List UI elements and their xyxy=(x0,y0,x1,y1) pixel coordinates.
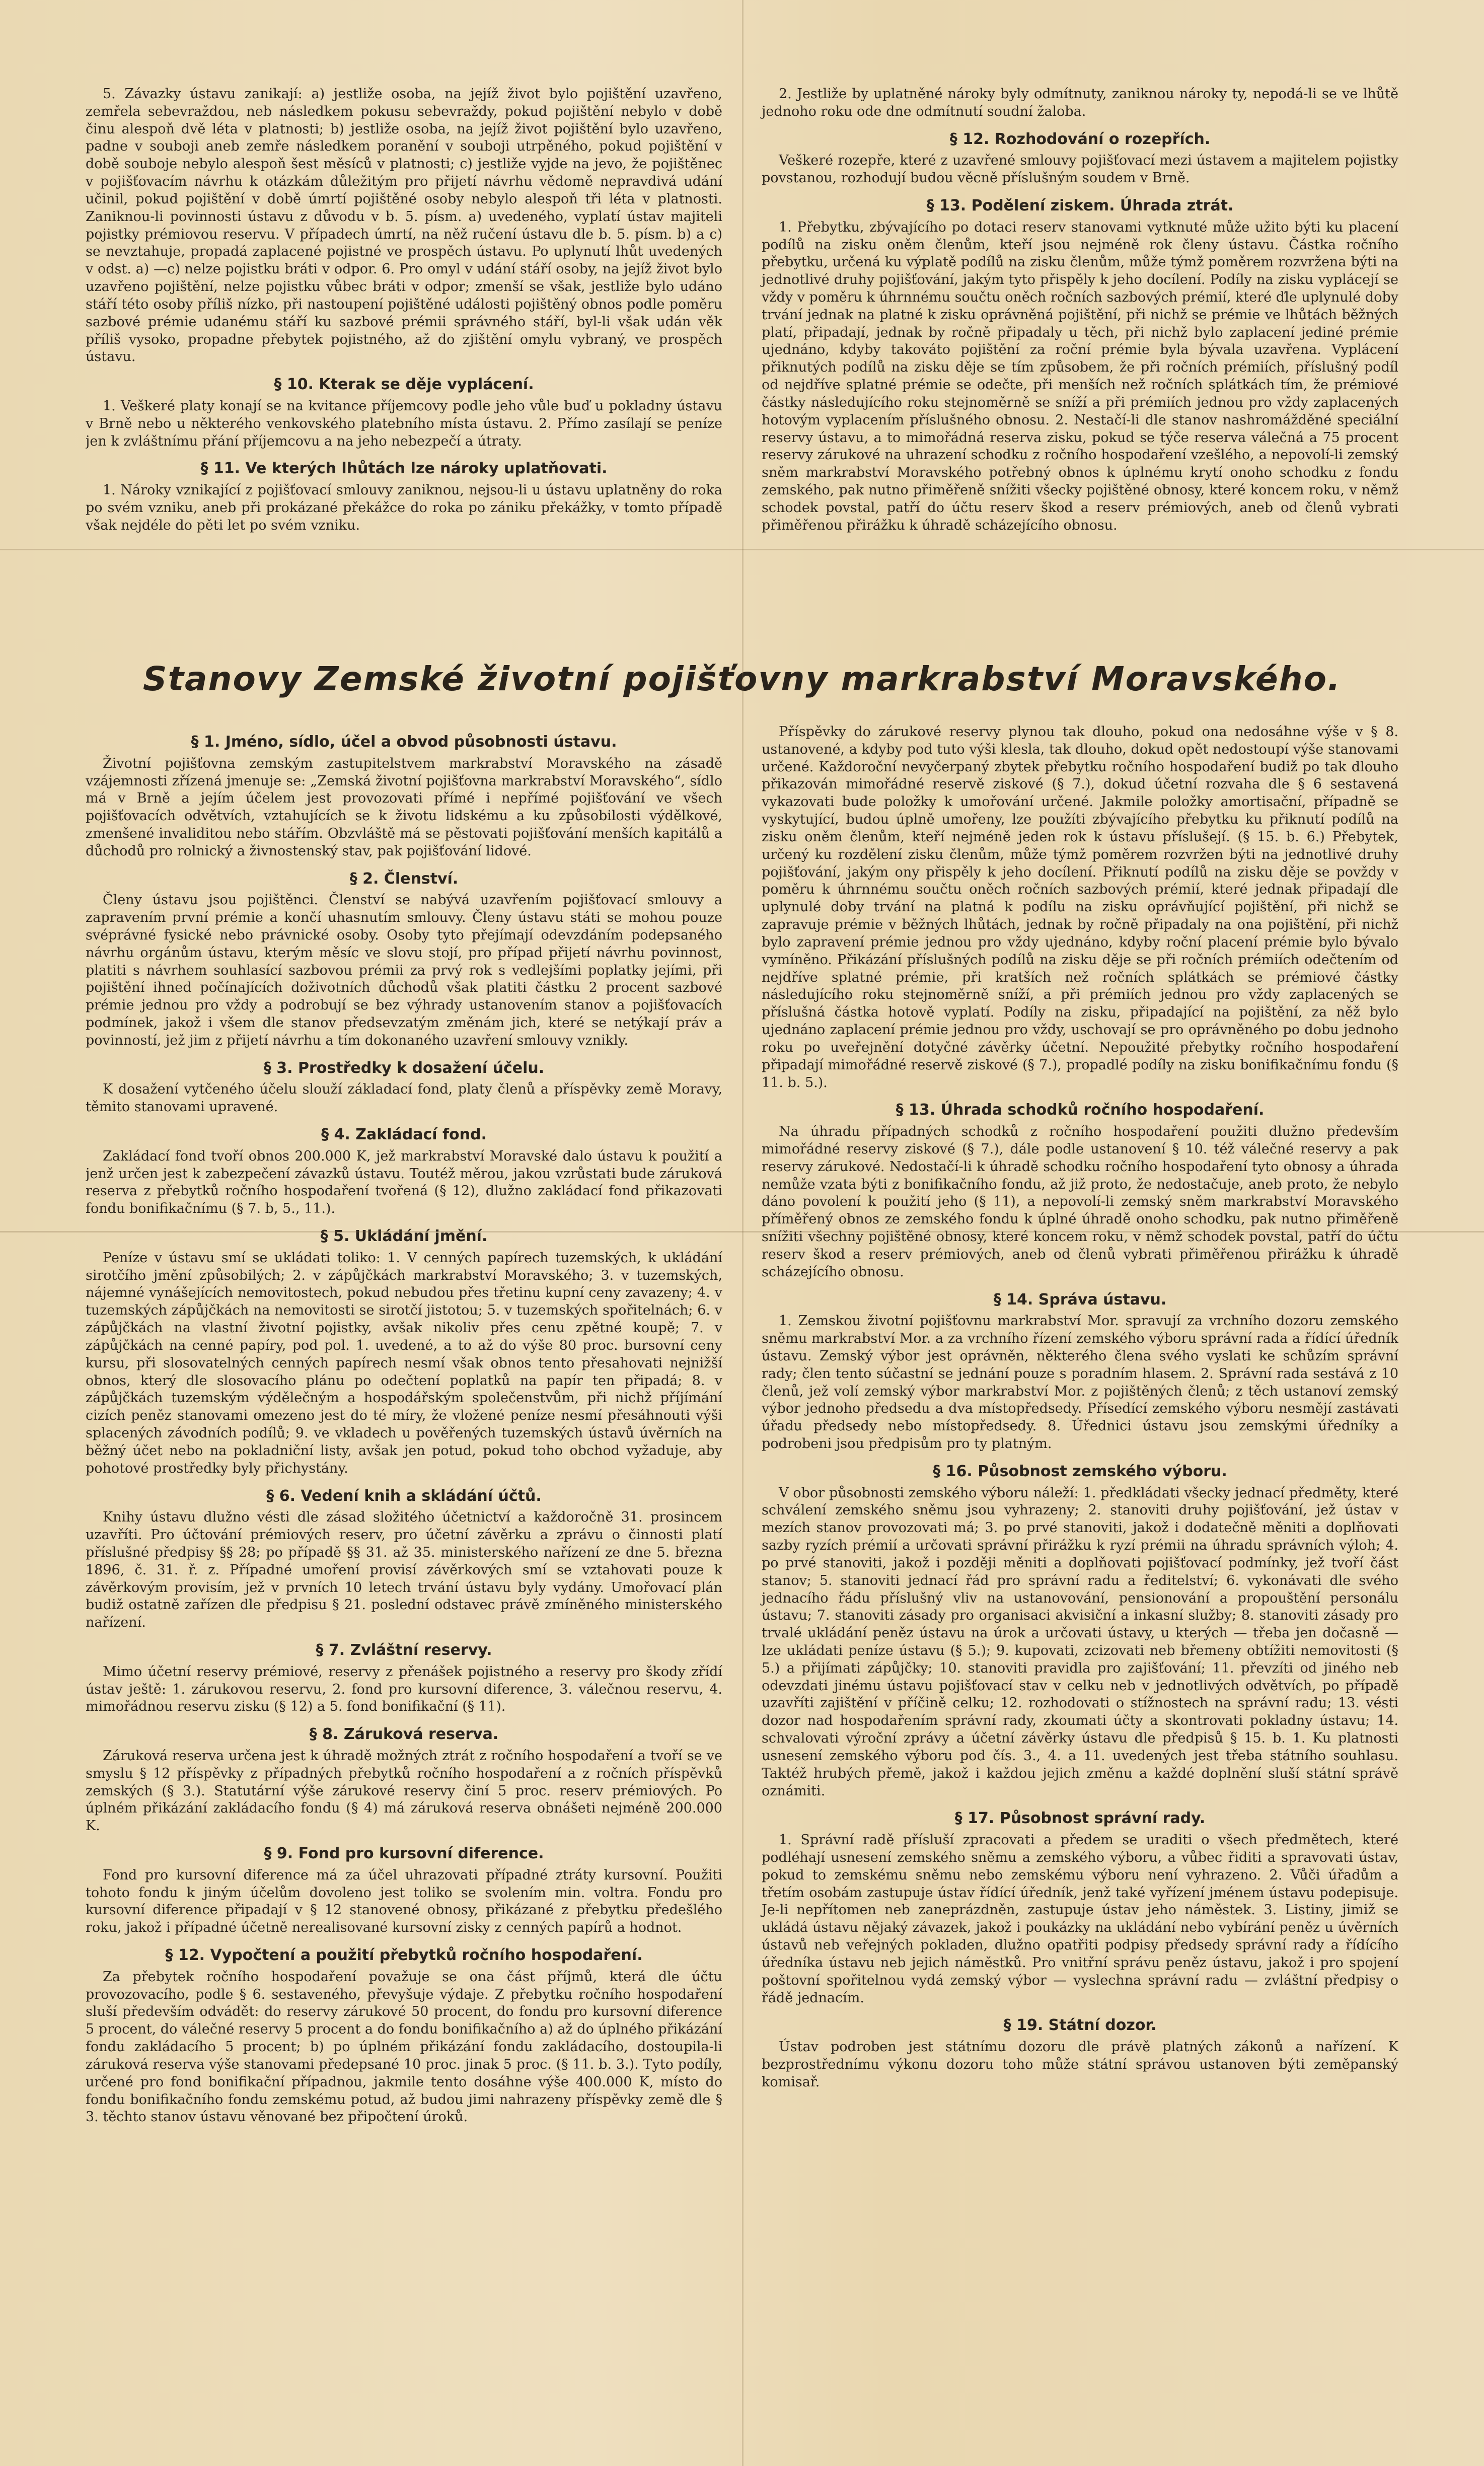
section-heading: § 16. Působnost zemského výboru. xyxy=(933,1462,1227,1480)
section-text: Zakládací fond tvoří obnos 200.000 K, jež markrabství Moravské dalo ústavu k použití a jenž určen jest k zabezpečení závazků ústavu. Toutéž měrou, jakou vzrůstati bude záruková reserva z přebytků ročního hospodaření tvořená (§ 12), dlužno zakládací fond přikazovati fondu bonifikačnímu (§ 7. b, 5., 11.). xyxy=(86,1148,722,1217)
section-text: 1. Zemskou životní pojišťovnu markrabství Mor. spravují za vrchního dozoru zemského sněmu markrabství Mor. a za vrchního řízení zemského výboru správní rada a řídící úředník ústavu. Zemský výbor jest oprávněn, některého člena svého vyslati ke schůzím správní rady; člen tento súčastní se jednání pouze s poradním hlasem. 2. Správní rada sestává z 10 členů, jež volí zemský výbor markrabství Mor. z pojištěných členů; z těch ustanoví zemský výbor jednoho předsedu a dva místopředsedy. Přísedící zemského výboru nesmějí zastávati úřadu předsedy nebo místopředsedy. 8. Úřednici ústavu jsou zemskými úředníky a podrobeni jsou předpisům pro ty platným. xyxy=(762,1313,1398,1452)
section-text: 1. Správní radě přísluší zpracovati a předem se uraditi o všech předmětech, které podléhají usnesení zemského sněmu a zemského výboru, a vůbec řiditi a spravovati ústav, pokud to zemskému sněmu nebo zemskému výboru není vyhrazeno. 2. Vůči úřadům a třetím osobám zastupuje ústav řídící úředník, jenž také vyřízení jménem ústavu podepisuje. Je-li nepřítomen neb zaneprázdněn, zastupuje ústav jeho náměstek. 3. Listiny, jimiž se ukládá ústavu nějaký závazek, jakož i poukázky na ukládání nebo vybírání peněz u úvěrních ústavů neb veřejných pokladen, dlužno opatřiti podpisy předsedy správní rady a řídícího úředníka ústavu neb jejich náměstků. Pro vnitřní správu peněz ústavu, jakož i pro spojení poštovní spořitelnou vydá zemský výbor — vyslechna správní radu — zvláštní předpisy o řádě jednacím. xyxy=(762,1832,1398,2006)
section-heading: § 11. Ve kterých lhůtách lze nároky uplatňovati. xyxy=(200,460,608,478)
section-text: Životní pojišťovna zemským zastupitelstvem markrabství Moravského na zásadě vzájemnosti zřízená jmenuje se: „Zemská životní pojišťovna markrabství Moravského“, sídlo má v Brně a jejím účelem jest provozovati přímé i nepřímé pojišťování ve všech pojišťovacích odvětvích, vztahujících se k životu lidskému a ku způsobilosti výdělkové, zmenšené invaliditou nebo stářím. Obzvláště má se pěstovati pojišťování menších kapitálů a důchodů pro rolnický a živnostenský stav, pak pojišťování lidové. xyxy=(86,755,722,859)
section-text: 1. Veškeré platy konají se na kvitance příjemcovy podle jeho vůle buď u pokladny ústavu v Brně nebo u některého venkovského platebního místa ústavu. 2. Přímo zasílají se peníze jen k zvláštnímu přání příjemcovu a na jeho nebezpečí a útraty. xyxy=(86,398,722,449)
section-text: Za přebytek ročního hospodaření považuje se ona část příjmů, která dle účtu provozovacího, podle § 6. sestaveného, převyšuje výdaje. Z přebytku ročního hospodaření sluší především odvádět: do reservy zárukové 50 procent, do fondu pro kursovní diference 5 procent, do válečné reservy 5 procent a do fondu bonifikačního a) až do úplného přikázání fondu zakládacího 5 procent; b) po úplném přikázání fondu zakládacího, dostoupila-li záruková reserva výše stanovami předepsané 10 proc. jinak 5 proc. (§ 11. b. 3.). Tyto podíly, určené pro fond bonifikační případnou, jakmile tento dosáhne výše 400.000 K, místo do fondu bonifikačního fondu zemskému potud, až budou jimi nahrazeny příspěvky země dle § 3. těchto stanov ústavu věnované bez připočtení úroků. xyxy=(86,1969,722,2125)
section-text: Ústav podroben jest státnímu dozoru dle právě platných zákonů a nařízení. K bezprostřednímu výkonu dozoru toho může státní správou ustanoven býti zeměpanský komisař. xyxy=(762,2039,1398,2090)
section-heading: § 10. Kterak se děje vyplácení. xyxy=(274,376,534,394)
section-text: Veškeré rozepře, které z uzavřené smlouvy pojišťovací mezi ústavem a majitelem pojistky povstanou, rozhodují budou věcně příslušným soudem v Brně. xyxy=(762,153,1398,186)
section-text: 1. Nároky vznikající z pojišťovací smlouvy zaniknou, nejsou-li u ústavu uplatněny do roka po svém vzniku, aneb při prokázané překážce do roka po zániku překážky, v tomto případě však nejdéle do pěti let po svém vzniku. xyxy=(86,482,722,533)
section-heading: § 13. Podělení ziskem. Úhrada ztrát. xyxy=(926,197,1234,214)
document-title: Stanovy Zemské životní pojišťovny markrabství Moravského. xyxy=(142,660,1342,698)
section-text: Členy ústavu jsou pojištěnci. Členství se nabývá uzavřením pojišťovací smlouvy a zapravením první prémie a končí uhasnutím smlouvy. Členy ústavu státi se mohou pouze svéprávné fysické nebo právnické osoby. Osoby tyto přejímají odevzdáním podepsaného návrhu orgánům ústavu, kterým měsíc ve slovu stojí, pro případ přijetí návrhu povinnost, platiti s návrhem souhlasící sazbovou prémii za prvý rok s vedlejšími poplatky jejími, při pojištění ihned počínajících doživotních důchodů však platiti částku 2 procent sazbové prémie jednou pro vždy a podrobují se bez výhrady ustanovením stanov a pojišťovacích podmínek, jakož i všem dle stanov předsevzatým změnám jich, které se netýkají práv a povinností, jež jim z přijetí návrhu a tím dokonaného uzavření smlouvy vznikly. xyxy=(86,892,722,1048)
section-heading: § 19. Státní dozor. xyxy=(1003,2016,1157,2035)
top-left-column xyxy=(86,86,722,629)
section-heading: § 6. Vedení knih a skládání účtů. xyxy=(266,1487,542,1505)
section-text: Knihy ústavu dlužno vésti dle zásad složitého účetnictví a každoročně 31. prosincem uzavříti. Pro účtování prémiových reserv, pro účetní závěrku a zprávu o činnosti platí příslušné předpisy §§ 28; po případě §§ 31. až 35. ministerského nařízení ze dne 5. března 1896, č. 31. ř. z. Případné umoření provisí závěrkových smí se vztahovati pouze k závěrkovým provisím, jež v prvních 10 letech trvání ústavu byly vydány. Umořovací plán budiž ostatně zařízen dle předpisu § 21. poslední odstavec právě zmíněného ministerského nařízení. xyxy=(86,1509,722,1631)
section-heading: § 1. Jméno, sídlo, účel a obvod působnosti ústavu. xyxy=(191,733,617,751)
center-fold-line xyxy=(742,0,744,2466)
main-left-column xyxy=(86,723,722,2460)
section-heading: § 12. Vypočtení a použití přebytků ročního hospodaření. xyxy=(165,1946,643,1965)
section-text: Na úhradu případných schodků z ročního hospodaření použiti dlužno především mimořádné reservy ziskové (§ 7.), dále podle ustanovení § 10. též válečné reservy a pak reservy zárukové. Nedostačí-li k úhradě schodku ročního hospodaření tyto obnosy a úhrada nemůže vzata býti z bonifikačního fondu, až již proto, že nedostačuje, aneb proto, že nebylo dáno povolení k použití jeho (§ 11), a nepovolí-li zemský sněm markrabství Moravského příměřený obnos ze zemského fondu k úplné úhradě onoho schodku, pak nutno přiměřeně snížiti všechny pojištěné obnosy, které koncem roku, v němž schodek povstal, patří do účtu reserv škod a reserv prémiových, aneb od členů vybrati přiměřenou přirážku k úhradě scházejícího obnosu. xyxy=(762,1124,1398,1280)
section-text: 5. Závazky ústavu zanikají: a) jestliže osoba, na jejíž život bylo pojištění uzavřeno, zemřela sebevraždou, neb následkem pokusu sebevraždy, pokud pojištění nebylo v době činu alespoň dvě léta v platnosti; b) jestliže osoba, na jejíž život pojištění bylo uzavřeno, padne v souboji aneb zemře následkem poranění v souboji utrpěného, pokud pojištění v době souboje nebylo alespoň šest měsíců v platnosti; c) jestliže vyjde na jevo, že pojištěnec v pojišťovacím návrhu k otázkám důležitým pro přijetí návrhu vědomě nepravdivá udání učinil, pokud pojištění v době úmrtí pojištěné osoby nebylo alespoň tři léta v platnosti. Zaniknou-li povinnosti ústavu z důvodu v b. 5. písm. a) uvedeného, vyplatí ústav majiteli pojistky prémiovou reservu. V případech úmrtí, na něž ručení ústavu dle b. 5. písm. b) a c) se nevztahuje, propadá zaplacené pojistné ve prospěch ústavu. Po uplynutí lhůt uvedených v odst. a) —c) nelze pojistku bráti v odpor. 6. Pro omyl v udání stáří osoby, na jejíž život bylo uzavřeno pojištění, nelze pojistku vůbec bráti v odpor; zmenší se však, jestliže bylo udáno stáří této osoby příliš nízko, při nastoupení pojištěné události pojištěný obnos podle poměru sazbové prémie udanému stáří ku sazbové prémii správného stáří, byl-li však udán věk příliš vysoko, propadne přebytek pojistného, až do zjištění omylu vybraný, ve prospěch ústavu. xyxy=(86,86,722,365)
section-text: Záruková reserva určena jest k úhradě možných ztrát z ročního hospodaření a tvoří se ve smyslu § 12 příspěvky z případných přebytků ročního hospodaření a z ročních příspěvků zemských (§ 3.). Statutární výše zárukové reservy činí 5 proc. reserv prémiových. Po úplném přikázání zakládacího fondu (§ 4) má záruková reserva obnášeti nejméně 200.000 K. xyxy=(86,1748,722,1834)
section-heading: § 4. Zakládací fond. xyxy=(321,1126,487,1144)
section-heading: § 17. Působnost správní rady. xyxy=(954,1809,1206,1828)
top-right-column xyxy=(762,86,1398,629)
section-text: Fond pro kursovní diference má za účel uhrazovati případné ztráty kursovní. Použiti tohoto fondu k jiným účelům dovoleno jest toliko se svolením min. voltra. Fondu pro kursovní diference připadají v § 12 stanovené obnosy, přikázané z přebytku předešlého roku, jakož i případné účetně nerealisované kursovní zisky z cenných papírů a hodnot. xyxy=(86,1867,722,1936)
section-heading: § 3. Prostředky k dosažení účelu. xyxy=(263,1059,545,1077)
section-text: Mimo účetní reservy prémiové, reservy z přenášek pojistného a reservy pro škody zřídí ústav ještě: 1. zárukovou reservu, 2. fond pro kursovní diference, 3. válečnou reservu, 4. mimořádnou reservu zisku (§ 12) a 5. fond bonifikační (§ 11). xyxy=(86,1663,722,1715)
section-heading: § 13. Úhrada schodků ročního hospodaření. xyxy=(896,1101,1265,1119)
section-text: 1. Přebytku, zbývajícího po dotaci reserv stanovami vytknuté může užito býti ku placení podílů na zisku oněm členům, kteří jsou nejméně rok členy ústavu. Částka ročního přebytku, určená ku výplatě podílů na zisku členům, může týmž poměrem rozvržena býti na jednotlivé druhy pojišťování, jakým tyto přispěly k jeho docílení. Podíly na zisku vyplácejí se vždy v poměru k úhrnnému součtu oněch ročních sazbových prémií, které ďle uplynulé doby trvání jednak na platné k zisku oprávněná pojištění, při nichž se prémie ve lhůtách běžných platí, připadají, jednak by ročně připadaly u těch, při nichž bylo zaplacení jediné prémie ujednáno, kdyby takováto pojištění za roční prémie byla bývala uzavřena. Vyplácení přiknutých podílů na zisku děje se tím způsobem, že při ročních prémiích, příslušný podíl od nejdříve splatné prémie se odečte, při menších než ročních splátkách tím, že prémiové částky následujícího roku stejnoměrně se sníží a při prémiích jednou pro vždy zaplacených hotovým vyplacením příslušného obnosu. 2. Nestačí-li dle stanov nashromážděné speciální reservy ústavu, a to mimořádná reserva zisku, pokud se týče reserva válečná a 75 procent reservy zárukové na uhrazení schodku z ročního hospodaření vzešlého, a nepovolí-li zemský sněm markrabství Moravského potřebný obnos k úplnému krytí onoho schodku z fondu zemského, pak nutno přiměřeně snížiti všecky pojištěné obnosy, které koncem roku, v němž schodek povstal, patří do účtu reserv škod a reserv prémiových, aneb od členů vybrati přiměřenou přirážku k úhradě scházejícího obnosu. xyxy=(762,219,1398,533)
main-right-column xyxy=(762,723,1398,2460)
section-heading: § 14. Správa ústavu. xyxy=(993,1290,1167,1309)
section-text: Peníze v ústavu smí se ukládati toliko: 1. V cenných papírech tuzemských, k ukládání sirotčího jmění způsobilých; 2. v zápůjčkách markrabství Moravského; 3. v tuzemských, nájemné vynášejících nemovitostech, pokud nebudou přes třetinu kupní ceny zavazeny; 4. v tuzemských zápůjčkách na nemovitosti se sirotčí jistotou; 5. v tuzemských spořitelnách; 6. v zápůjčkách na vlastní životní pojistky, avšak nikoliv přes cenu zpětné koupě; 7. v zápůjčkách na cenné papíry, pod pol. 1. uvedené, a to až do výše 80 proc. bursovní ceny kursu, při slosovatelných cenných papírech nesmí však obnos tento přesahovati nejnižší obnos, který dle slosovacího plánu po odečtení poplatků na papír ten připadá; 8. v zápůjčkách tuzemským výdělečným a hospodářským společenstvům, při nichž příjímání cizích peněz stanovami omezeno jest do té míry, že vložené peníze nesmí přesáhnouti výši splacených závodních podílů; 9. ve vkladech u pověřených tuzemských ústavů úvěrních na běžný účet nebo na pokladniční listy, avšak jen potud, pokud toho obchod vyžaduje, aby pohotové prostředky byly přichystány. xyxy=(86,1250,722,1476)
section-text: V obor působnosti zemského výboru náleží: 1. předkládati všecky jednací předměty, které schválení zemského sněmu jsou vyhrazeny; 2. stanoviti druhy pojišťování, jež ústav v mezích stanov provozovati má; 3. po prvé stanoviti, jakož i dodatečně měniti a doplňovati sazby ryzích prémií a určovati správní přirážku k ryzí prémii na úhradu správních výloh; 4. po prvé stanoviti, jakož i později měniti a doplňovati pojišťovací podmínky, jež tvoří část stanov; 5. stanoviti jednací řád pro správní radu a ředitelství; 6. vykonávati dle svého jednacího řádu příslušný vliv na ustanovování, pensionování a propouštění personálu ústavu; 7. stanoviti zásady pro organisaci akvisiční a inkasní služby; 8. stanoviti zásady pro trvalé ukládání peněz ústavu na úrok a určovati ústavy, u kterých — třeba jen dočasně — lze ukládati peníze ústavu (§ 5.); 9. kupovati, zcizovati neb břemeny obtížiti nemovitosti (§ 5.) a přijímati zápůjčky; 10. stanoviti pravidla pro zajišťování; 11. převzíti od jiného neb odevzdati jinému ústavu pojišťovací stav v celku neb v jednotlivých odvětvích, po případě uzavříti zajištění v příčině celku; 12. rozhodovati o stížnostech na správní radu; 13. vésti dozor nad hospodařením správní rady, zkoumati účty a skontrovati pokladny ústavu; 14. schvalovati výroční zprávy a účetní závěrky ústavu dle předpisů § 15. b. 1. Ku platnosti usnesení zemského výboru pod čís. 3., 4. a 11. uvedených jest třeba státního souhlasu. Taktéž hrubých přemě, jakož i každou jejich změnu a každé doplnění sluší státní správě oznámiti. xyxy=(762,1485,1398,1799)
section-heading: § 9. Fond pro kursovní diference. xyxy=(264,1845,544,1863)
section-text: Příspěvky do zárukové reservy plynou tak dlouho, pokud ona nedosáhne výše v § 8. ustanovené, a kdyby pod tuto výši klesla, tak dlouho, dokud opět nedostoupí výše stanovami určené. Každoroční nevyčerpaný zbytek přebytku ročního hospodaření budiž po tak dlouho přikazován mimořádné reservě ziskové (§ 7.), dokud účetní rozvaha dle § 6 sestavená vykazovati bude položky k umořování určené. Jakmile položky amortisační, případně se vyskytující, budou úplně umořeny, lze použíti zbývajícího přebytku ku přiknutí podílů na zisku oněm členům, kteří nejméně jeden rok k ústavu příslušejí. (§ 15. b. 6.) Přebytek, určený ku rozdělení zisku členům, může týmž poměrem rozvržen býti na jednotlivé druhy pojišťování, jakým ony přispěly k jeho docílení. Přiknutí podílů na zisku děje se povždy v poměru k úhrnnému součtu oněch ročních sazbových prémií, které jednak připadají dle uplynulé doby trvání na platná k podílu na zisku oprávňující pojištění, při nichž se zapravuje prémie v běžných lhůtách, jednak by ročně připadaly na ona pojištění, při nichž bylo zapravení prémie jednou pro vždy ujednáno, kdyby roční placení prémie bylo bývalo vymíněno. Přikázání příslušných podílů na zisku děje se při ročních prémiích odečtením od nejdříve splatné prémie, při kratších než ročních splátkách se prémiové částky následujícího roku stejnoměrně sníží, a při prémiích jednou pro vždy zaplacených se příslušná částka hotově vyplatí. Podíly na zisku, připadající na pojištění, za něž bylo ujednáno zaplacení prémie jednou pro vždy, uschovají se pro oprávněného po dobu jednoho roku po uveřejnění dotyčné závěrky účetní. Nepoužité přebytky ročního hospodaření připadají mimořádné reservě ziskové (§ 7.), propadlé podíly na zisku bonifikačnímu fondu (§ 11. b. 5.). xyxy=(762,724,1398,1091)
section-text: K dosažení vytčeného účelu slouží základací fond, platy členů a příspěvky země Moravy, těmito stanovami upravené. xyxy=(86,1081,722,1115)
section-heading: § 2. Členství. xyxy=(349,869,459,888)
section-heading: § 8. Záruková reserva. xyxy=(309,1725,499,1744)
section-text: 2. Jestliže by uplatněné nároky byly odmítnuty, zaniknou nároky ty, nepodá-li se ve lhůtě jednoho roku ode dne odmítnutí soudní žaloba. xyxy=(762,86,1398,119)
section-heading: § 12. Rozhodování o rozepřích. xyxy=(949,130,1211,148)
section-heading: § 5. Ukládání jmění. xyxy=(320,1227,488,1246)
section-heading: § 7. Zvláštní reservy. xyxy=(316,1641,492,1659)
